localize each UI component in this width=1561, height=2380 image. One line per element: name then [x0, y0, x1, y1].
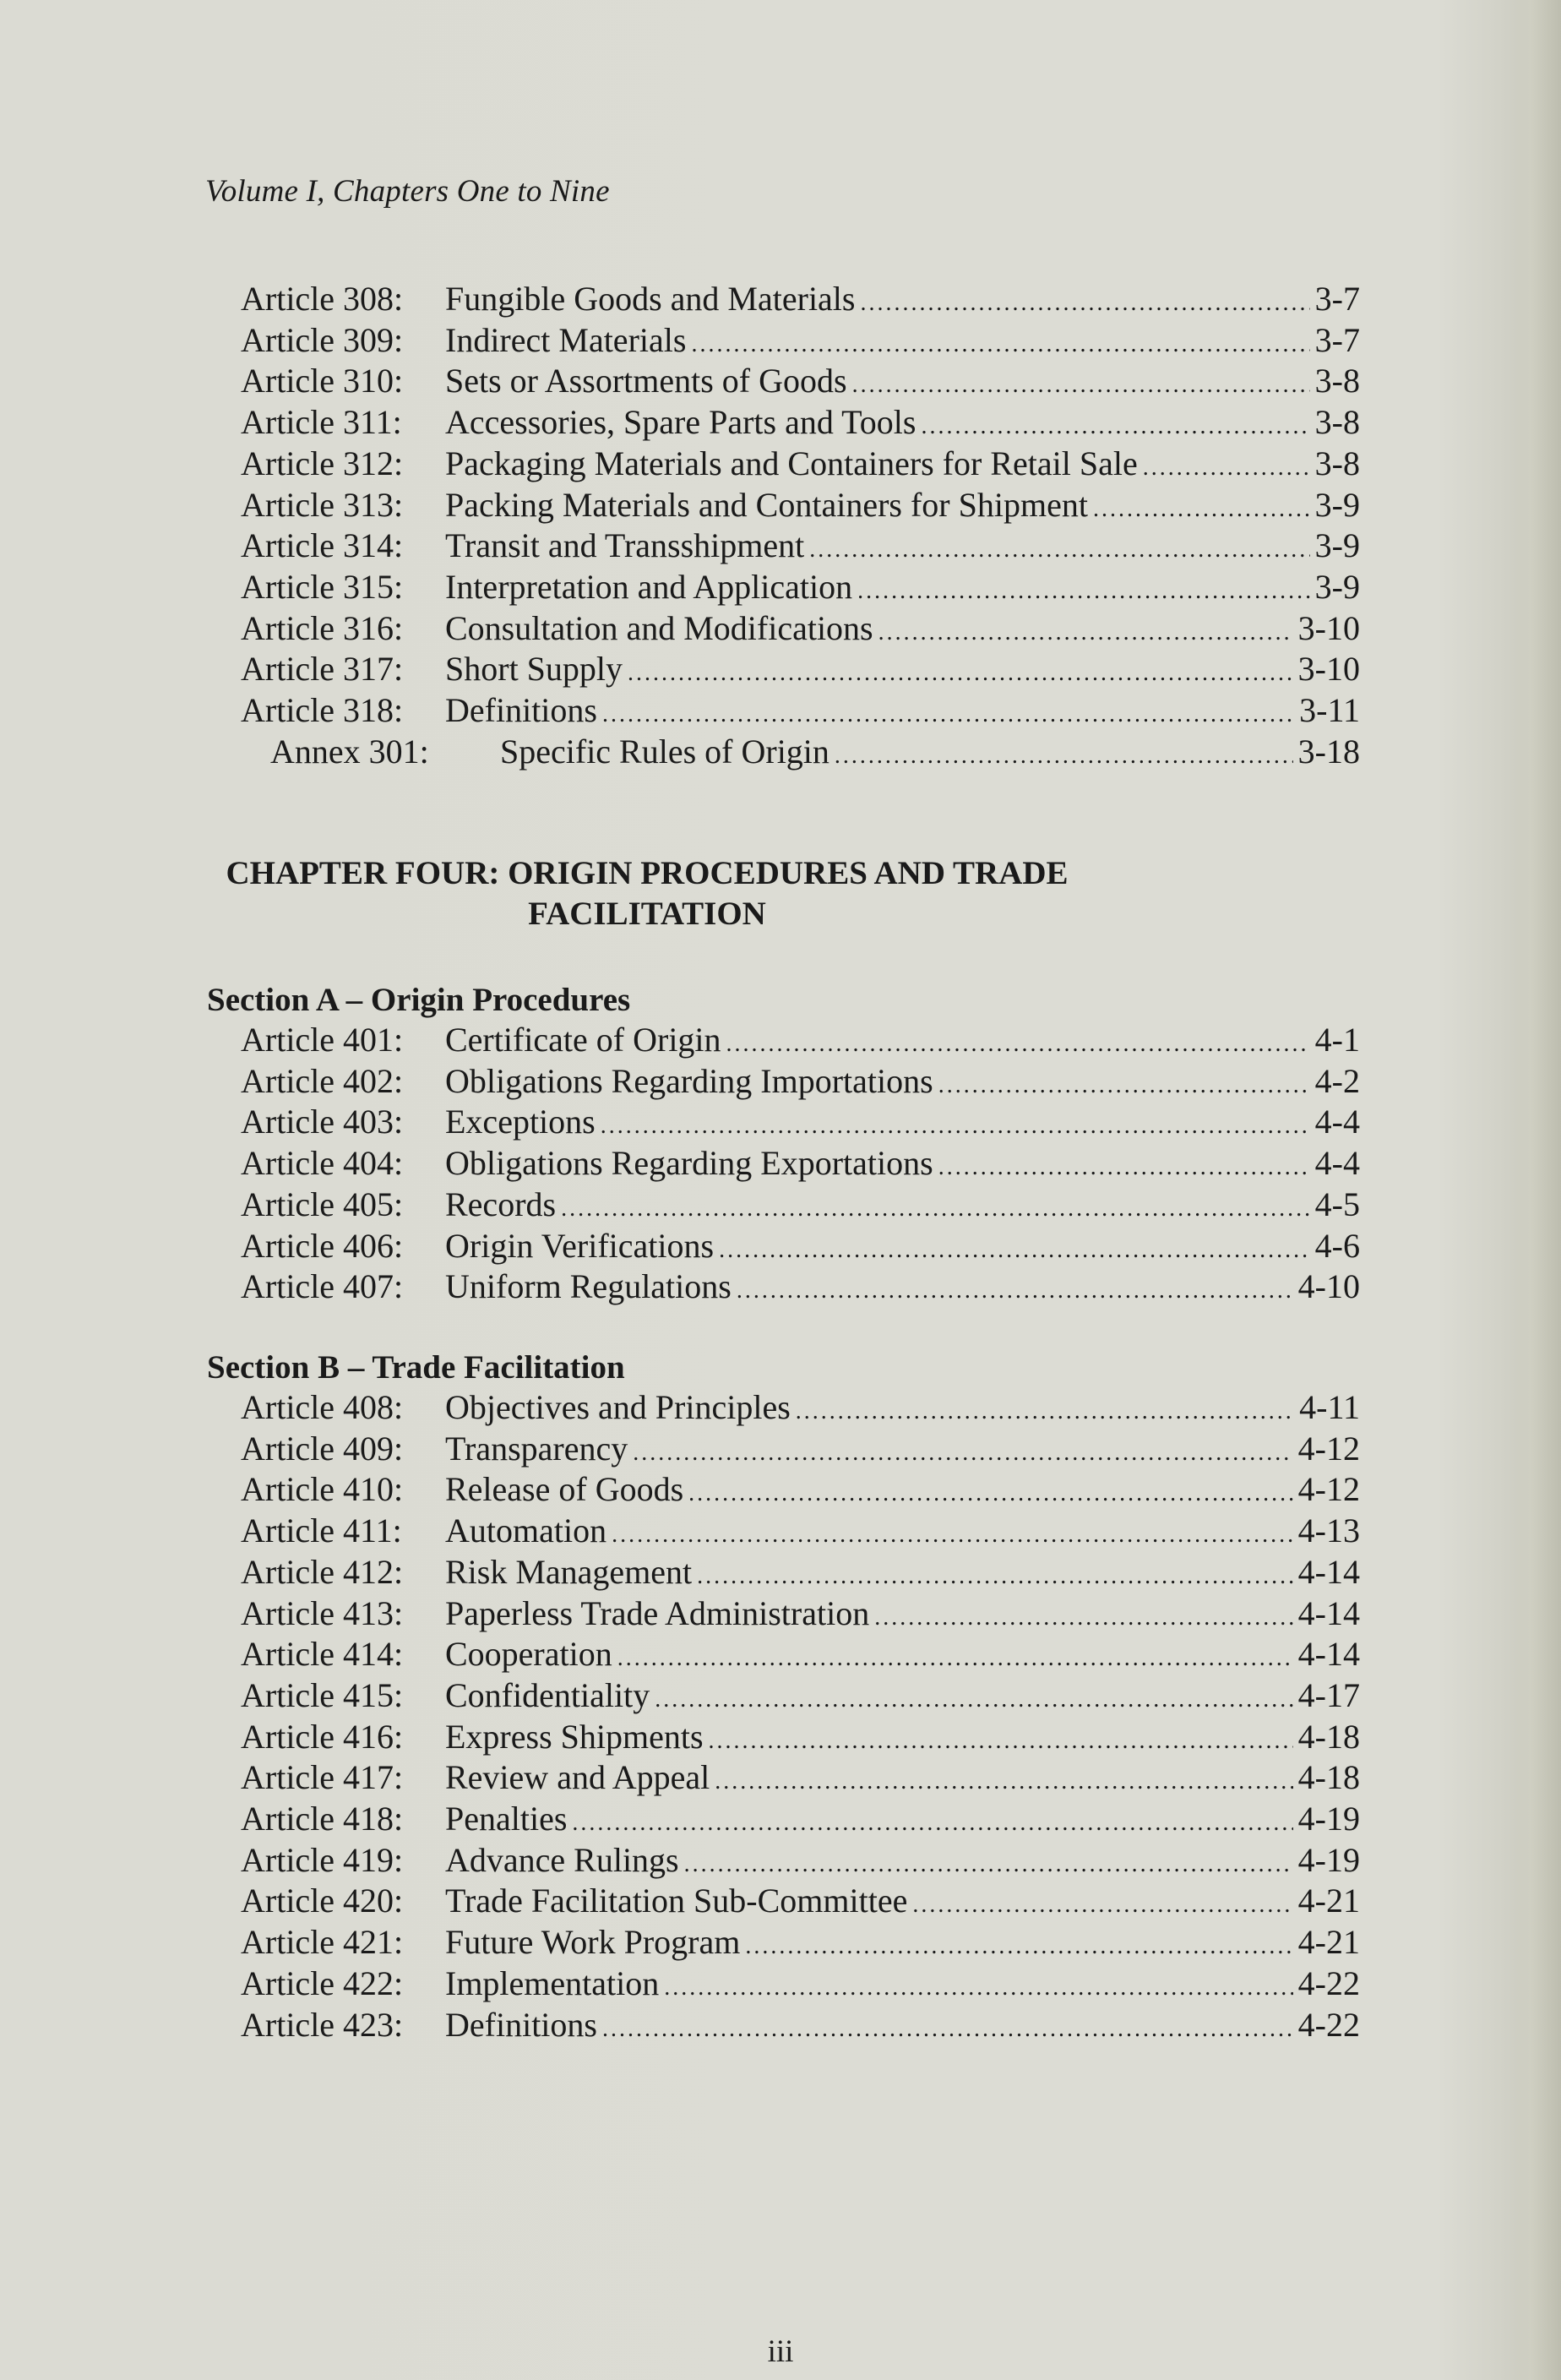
article-title: Uniform Regulations: [445, 1267, 732, 1306]
chapter-heading-line1: CHAPTER FOUR: ORIGIN PROCEDURES AND TRADE: [226, 855, 1069, 891]
toc-entry: [241, 2005, 1360, 2045]
leader-dots: [921, 406, 1309, 447]
toc-entry: [241, 567, 1360, 607]
article-title: Express Shipments: [445, 1717, 704, 1756]
article-title: Risk Management: [445, 1552, 693, 1591]
toc-entry: [241, 1387, 1360, 1428]
article-title: Sets or Assortments of Goods: [445, 362, 847, 400]
page-spine-shadow: [1510, 0, 1561, 2380]
article-title: Obligations Regarding Exportations: [445, 1144, 933, 1183]
article-title: Exceptions: [445, 1103, 596, 1141]
article-number: Article 415:: [241, 1675, 404, 1714]
article-title: Transit and Transshipment: [445, 526, 805, 565]
leader-dots: [655, 1680, 1292, 1720]
article-number: Article 313:: [241, 485, 404, 524]
article-page: 4-2: [1314, 1061, 1360, 1100]
leader-dots: [745, 1926, 1292, 1967]
article-title: Definitions: [445, 2005, 597, 2044]
article-page: 3-8: [1314, 444, 1360, 482]
article-number: Article 421:: [241, 1923, 404, 1962]
article-title: Obligations Regarding Importations: [445, 1061, 933, 1100]
article-number: Article 403:: [241, 1103, 404, 1141]
article-page: 4-21: [1297, 1882, 1360, 1920]
article-title: Consultation and Modifications: [445, 608, 873, 647]
article-page: 3-7: [1314, 320, 1360, 359]
leader-dots: [664, 1968, 1292, 2008]
article-number: Article 310:: [241, 362, 404, 400]
leader-dots: [878, 613, 1293, 653]
article-number: Article 311:: [241, 403, 402, 442]
leader-dots: [719, 1230, 1310, 1271]
article-number: Article 404:: [241, 1144, 404, 1183]
article-number: Article 409:: [241, 1429, 404, 1468]
leader-dots: [796, 1392, 1294, 1432]
article-page: 4-17: [1297, 1675, 1360, 1714]
article-page: 4-14: [1297, 1635, 1360, 1674]
annex-title: Specific Rules of Origin: [500, 733, 829, 771]
leader-dots: [861, 283, 1310, 324]
toc-entry: [241, 402, 1360, 443]
article-page: 3-8: [1314, 403, 1360, 442]
toc-entry: [241, 444, 1360, 484]
leader-dots: [684, 1844, 1293, 1885]
leader-dots: [572, 1803, 1292, 1844]
article-title: Fungible Goods and Materials: [445, 280, 856, 318]
leader-dots: [691, 324, 1309, 365]
article-page: 4-14: [1297, 1552, 1360, 1591]
article-number: Article 414:: [241, 1635, 404, 1674]
toc-entry: [241, 1922, 1360, 1963]
article-page: 4-22: [1297, 2005, 1360, 2044]
article-page: 4-6: [1314, 1226, 1360, 1265]
article-page: 3-9: [1314, 567, 1360, 606]
article-title: Certificate of Origin: [445, 1021, 721, 1059]
toc-entry: [241, 1593, 1360, 1634]
running-header: Volume I, Chapters One to Nine: [205, 174, 610, 209]
article-page: 4-22: [1297, 1963, 1360, 2002]
toc-entry: [241, 1717, 1360, 1757]
article-number: Article 416:: [241, 1717, 404, 1756]
chapter-heading: [152, 853, 1142, 934]
article-number: Article 312:: [241, 444, 404, 482]
toc-entry: [241, 1634, 1360, 1675]
toc-entry: [241, 1061, 1360, 1102]
article-title: Cooperation: [445, 1635, 612, 1674]
article-page: 3-10: [1297, 608, 1360, 647]
article-number: Article 316:: [241, 608, 404, 647]
leader-dots: [737, 1271, 1293, 1311]
toc-entry: [241, 608, 1360, 649]
chapter-heading-line2: FACILITATION: [528, 896, 766, 932]
article-number: Article 412:: [241, 1552, 404, 1591]
article-number: Article 318:: [241, 691, 404, 729]
article-title: Review and Appeal: [445, 1758, 710, 1797]
article-title: Objectives and Principles: [445, 1388, 791, 1426]
article-page: 4-1: [1314, 1021, 1360, 1059]
toc-entry: [241, 1840, 1360, 1881]
toc-entry: [241, 1511, 1360, 1551]
toc-entry: [241, 279, 1360, 319]
article-page: 3-9: [1314, 485, 1360, 524]
leader-dots: [938, 1147, 1310, 1188]
article-page: 4-19: [1297, 1840, 1360, 1879]
toc-entry: [241, 1020, 1360, 1060]
toc-entry: [241, 1552, 1360, 1593]
toc-entry: [241, 1143, 1360, 1184]
article-title: Advance Rulings: [445, 1840, 679, 1879]
article-page: 4-18: [1297, 1717, 1360, 1756]
leader-dots: [688, 1473, 1293, 1514]
leader-dots: [628, 653, 1293, 694]
article-number: Article 317:: [241, 650, 404, 689]
article-page: 4-14: [1297, 1593, 1360, 1632]
article-page: 3-11: [1299, 691, 1360, 729]
leader-dots: [697, 1556, 1293, 1597]
leader-dots: [617, 1638, 1293, 1679]
article-title: Transparency: [445, 1429, 628, 1468]
leader-dots: [601, 1106, 1310, 1146]
article-page: 4-5: [1314, 1185, 1360, 1223]
annex-number: Annex 301:: [270, 733, 429, 771]
leader-dots: [602, 694, 1294, 735]
toc-entry: [241, 1675, 1360, 1716]
article-page: 4-4: [1314, 1144, 1360, 1183]
article-page: 4-12: [1297, 1470, 1360, 1509]
article-title: Records: [445, 1185, 557, 1223]
article-title: Paperless Trade Administration: [445, 1593, 870, 1632]
article-title: Short Supply: [445, 650, 623, 689]
toc-entry: [241, 690, 1360, 731]
leader-dots: [874, 1598, 1292, 1638]
page-number: iii: [767, 2334, 794, 2369]
article-number: Article 402:: [241, 1061, 404, 1100]
toc-entry: [241, 1226, 1360, 1266]
article-number: Article 408:: [241, 1388, 404, 1426]
article-page: 3-9: [1314, 526, 1360, 565]
article-title: Confidentiality: [445, 1675, 650, 1714]
leader-dots: [1093, 489, 1310, 530]
article-title: Accessories, Spare Parts and Tools: [445, 403, 916, 442]
article-title: Release of Goods: [445, 1470, 684, 1509]
leader-dots: [809, 530, 1309, 570]
article-number: Article 407:: [241, 1267, 404, 1306]
leader-dots: [835, 736, 1293, 776]
toc-entry: [241, 1102, 1360, 1142]
toc-entry: [241, 1469, 1360, 1510]
leader-dots: [602, 2009, 1293, 2050]
article-number: Article 405:: [241, 1185, 404, 1223]
toc-entry: [241, 1429, 1360, 1469]
article-number: Article 308:: [241, 280, 404, 318]
article-title: Packaging Materials and Containers for Retail Sale: [445, 444, 1138, 482]
article-title: Interpretation and Application: [445, 567, 853, 606]
article-title: Penalties: [445, 1800, 568, 1838]
leader-dots: [852, 365, 1310, 406]
article-page: 4-13: [1297, 1511, 1360, 1550]
article-title: Implementation: [445, 1963, 660, 2002]
article-title: Future Work Program: [445, 1923, 741, 1962]
toc-entry: [241, 1185, 1360, 1225]
toc-entry: [241, 1757, 1360, 1798]
article-number: Article 419:: [241, 1840, 404, 1879]
leader-dots: [857, 571, 1310, 612]
article-number: Article 406:: [241, 1226, 404, 1265]
article-number: Article 423:: [241, 2005, 404, 2044]
article-page: 4-21: [1297, 1923, 1360, 1962]
leader-dots: [912, 1885, 1292, 1925]
leader-dots: [726, 1024, 1310, 1065]
article-number: Article 410:: [241, 1470, 404, 1509]
annex-page: 3-18: [1297, 733, 1360, 771]
article-title: Origin Verifications: [445, 1226, 715, 1265]
article-number: Article 417:: [241, 1758, 404, 1797]
leader-dots: [938, 1065, 1310, 1106]
article-number: Article 418:: [241, 1800, 404, 1838]
article-number: Article 411:: [241, 1511, 402, 1550]
article-number: Article 315:: [241, 567, 404, 606]
toc-entry: [241, 361, 1360, 401]
article-title: Packing Materials and Containers for Shipment: [445, 485, 1088, 524]
article-page: 4-18: [1297, 1758, 1360, 1797]
toc-entry: [241, 1881, 1360, 1921]
article-page: 4-12: [1297, 1429, 1360, 1468]
leader-dots: [561, 1189, 1310, 1229]
article-page: 4-11: [1299, 1388, 1360, 1426]
section-a-heading: Section A – Origin Procedures: [207, 982, 631, 1018]
article-number: Article 422:: [241, 1963, 404, 2002]
article-title: Trade Facilitation Sub-Committee: [445, 1882, 908, 1920]
leader-dots: [715, 1762, 1292, 1802]
toc-entry: [241, 649, 1360, 689]
article-title: Definitions: [445, 691, 597, 729]
article-page: 4-19: [1297, 1800, 1360, 1838]
leader-dots: [633, 1433, 1292, 1473]
section-b-heading: Section B – Trade Facilitation: [207, 1349, 625, 1386]
leader-dots: [612, 1515, 1293, 1555]
toc-entry: [241, 1963, 1360, 2004]
article-page: 3-8: [1314, 362, 1360, 400]
toc-entry: [241, 1799, 1360, 1839]
toc-entry-annex: [270, 732, 1360, 772]
article-page: 4-10: [1297, 1267, 1360, 1306]
article-number: Article 401:: [241, 1021, 404, 1059]
leader-dots: [1143, 448, 1310, 488]
article-number: Article 420:: [241, 1882, 404, 1920]
toc-entry: [241, 526, 1360, 566]
toc-entry: [241, 485, 1360, 526]
article-page: 3-7: [1314, 280, 1360, 318]
leader-dots: [709, 1721, 1293, 1762]
article-number: Article 413:: [241, 1593, 404, 1632]
article-title: Automation: [445, 1511, 607, 1550]
toc-entry: [241, 320, 1360, 361]
article-page: 3-10: [1297, 650, 1360, 689]
article-number: Article 309:: [241, 320, 404, 359]
toc-entry: [241, 1266, 1360, 1307]
article-title: Indirect Materials: [445, 320, 687, 359]
article-number: Article 314:: [241, 526, 404, 565]
article-page: 4-4: [1314, 1103, 1360, 1141]
